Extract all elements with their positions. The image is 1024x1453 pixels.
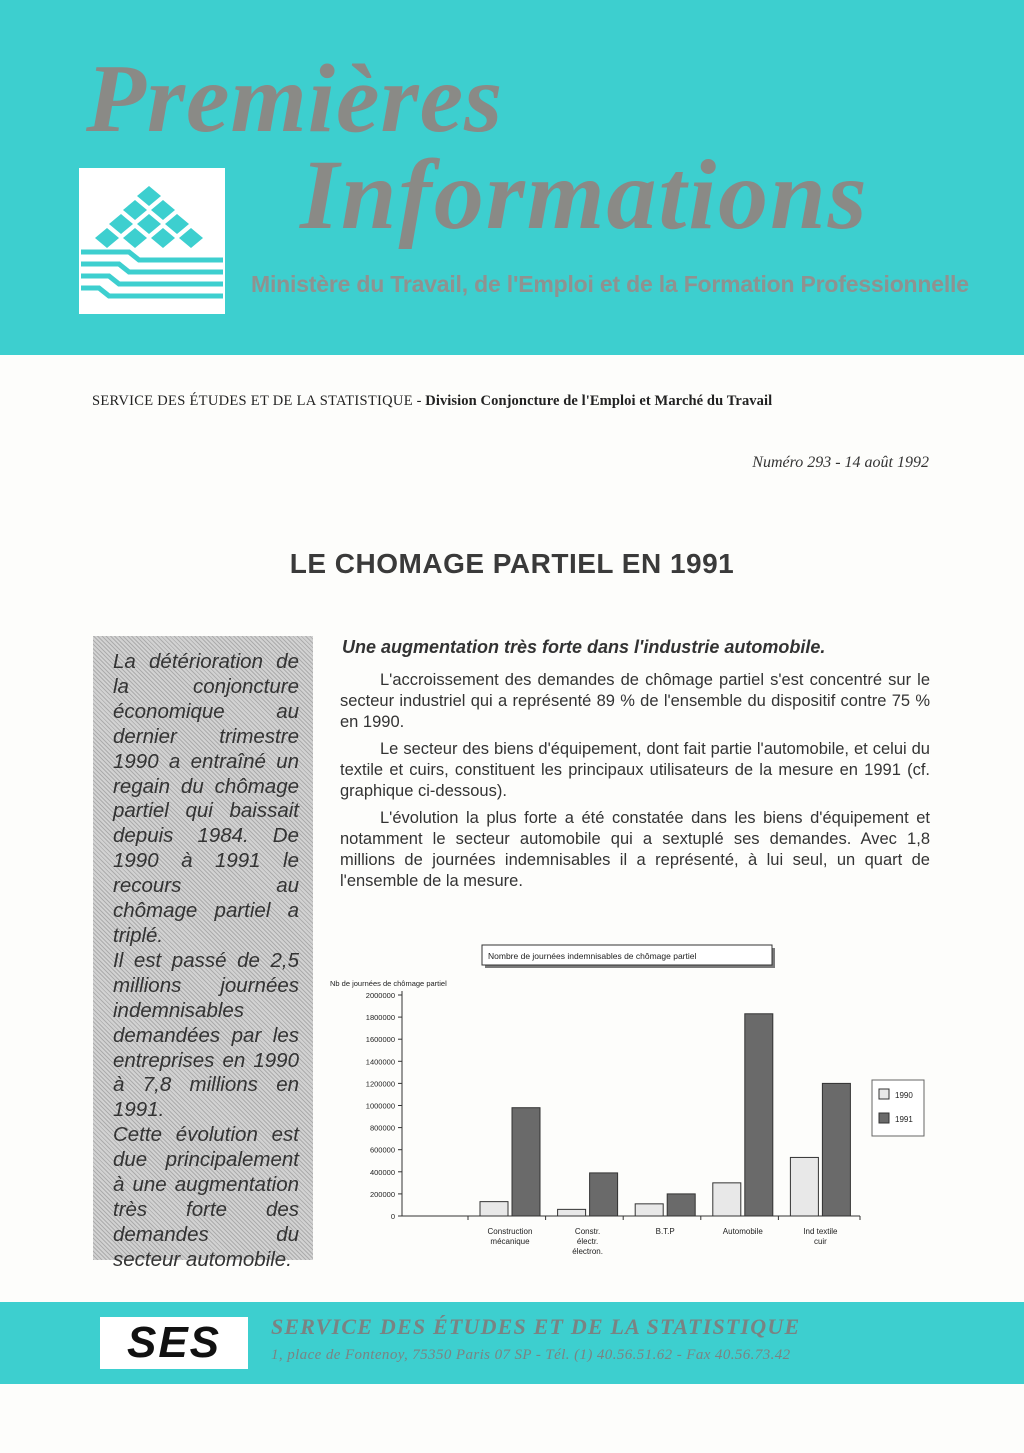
summary-paragraph: Il est passé de 2,5 millions journées indemnisables demandées par les entreprises en 1990 à 7,8 millions en 1991. xyxy=(113,948,299,1122)
bar-1990 xyxy=(713,1183,741,1216)
y-tick-label: 1800000 xyxy=(365,1013,395,1023)
y-tick-label: 1600000 xyxy=(365,1035,395,1045)
x-tick-label: mécanique xyxy=(490,1237,530,1246)
article-paragraph: L'accroissement des demandes de chômage partiel s'est concentré sur le secteur industriel qui a représenté 89 % de l'ensemble du dispositif contre 75 % en 1990. xyxy=(340,671,930,731)
bar-1990 xyxy=(558,1209,586,1216)
x-tick-label: Automobile xyxy=(722,1227,763,1236)
page-title: LE CHOMAGE PARTIEL EN 1991 xyxy=(289,548,735,579)
service-name: SERVICE DES ÉTUDES ET DE LA STATISTIQUE xyxy=(92,393,413,409)
x-tick-label: électr. xyxy=(576,1237,599,1246)
bar-1990 xyxy=(480,1202,508,1216)
legend-label-1991: 1991 xyxy=(895,1115,913,1124)
bar-1991 xyxy=(512,1108,540,1216)
x-tick-label: B.T.P xyxy=(655,1227,675,1236)
footer-title: SERVICE DES ÉTUDES ET DE LA STATISTIQUE xyxy=(271,1314,801,1339)
legend-label-1990: 1990 xyxy=(895,1091,913,1100)
y-tick-label: 2000000 xyxy=(365,991,395,1000)
y-axis-label: Nb de journées de chômage partiel xyxy=(330,979,447,988)
article-body xyxy=(340,634,930,898)
x-tick-label: Constr. xyxy=(574,1227,601,1236)
summary-text xyxy=(113,650,299,1273)
y-tick-label: 600000 xyxy=(369,1145,395,1155)
x-tick-label: Ind textile xyxy=(803,1227,838,1236)
bar-1990 xyxy=(635,1204,663,1216)
bar-1991 xyxy=(822,1083,850,1216)
summary-paragraph: La détérioration de la conjoncture économique au dernier trimestre 1990 a entraîné un regain du chômage partiel qui baissait depuis 1984. De 1990 à 1991 le recours au chômage partiel a triplé. xyxy=(113,650,299,947)
issue-number-date: Numéro 293 - 14 août 1992 xyxy=(752,454,929,471)
bar-chart xyxy=(320,940,940,1270)
y-tick-label: 400000 xyxy=(369,1167,395,1177)
publication-title-line1: Premières xyxy=(86,45,504,153)
division-name: Division Conjoncture de l'Emploi et Marché du Travail xyxy=(425,393,773,409)
bar-1990 xyxy=(790,1157,818,1216)
y-tick-label: 1000000 xyxy=(365,1101,395,1111)
footer-address: 1, place de Fontenoy, 75350 Paris 07 SP - Tél. (1) 40.56.51.62 - Fax 40.56.73.42 xyxy=(271,1347,791,1363)
service-line: SERVICE DES ÉTUDES ET DE LA STATISTIQUE - Division Conjoncture de l'Emploi et Marché du Travail xyxy=(92,393,773,409)
bar-1991 xyxy=(667,1194,695,1216)
y-tick-label: 1400000 xyxy=(365,1057,395,1067)
article-paragraph: Le secteur des biens d'équipement, dont fait partie l'automobile, et celui du textile et cuirs, constituent les principaux utilisateurs de la mesure en 1991 (cf. graphique ci-dessous). xyxy=(340,740,930,800)
legend-swatch-1990 xyxy=(879,1089,889,1099)
chart-title: Nombre de journées indemnisables de chômage partiel xyxy=(488,951,697,961)
ses-logo: SES xyxy=(100,1317,248,1369)
x-tick-label: électron. xyxy=(572,1247,603,1256)
chart-svg xyxy=(320,940,940,1270)
y-tick-label: 200000 xyxy=(369,1189,395,1199)
ministry-name: Ministère du Travail, de l'Emploi et de la Formation Professionnelle xyxy=(251,271,969,297)
bar-1991 xyxy=(590,1173,618,1216)
article-subtitle: Une augmentation très forte dans l'industrie automobile. xyxy=(342,637,826,657)
publication-title-line2: Informations xyxy=(300,139,869,250)
bar-1991 xyxy=(745,1014,773,1216)
ministry-logo xyxy=(79,168,225,314)
legend-box xyxy=(872,1080,924,1136)
x-tick-label: Construction xyxy=(487,1227,533,1236)
y-tick-label: 0 xyxy=(390,1212,395,1221)
y-tick-label: 800000 xyxy=(369,1123,395,1133)
x-tick-label: cuir xyxy=(813,1237,827,1246)
legend-swatch-1991 xyxy=(879,1113,889,1123)
summary-paragraph: Cette évolution est due principalement à une augmentation très forte des demandes du secteur automobile. xyxy=(113,1123,299,1271)
y-tick-label: 1200000 xyxy=(365,1079,395,1089)
article-paragraph: L'évolution la plus forte a été constatée dans les biens d'équipement et notamment le secteur automobile qui a sextuplé ses demandes. Avec 1,8 millions de journées indemnisables il a représenté, à lui seul, un quart de l'ensemble de la mesure. xyxy=(340,809,930,890)
